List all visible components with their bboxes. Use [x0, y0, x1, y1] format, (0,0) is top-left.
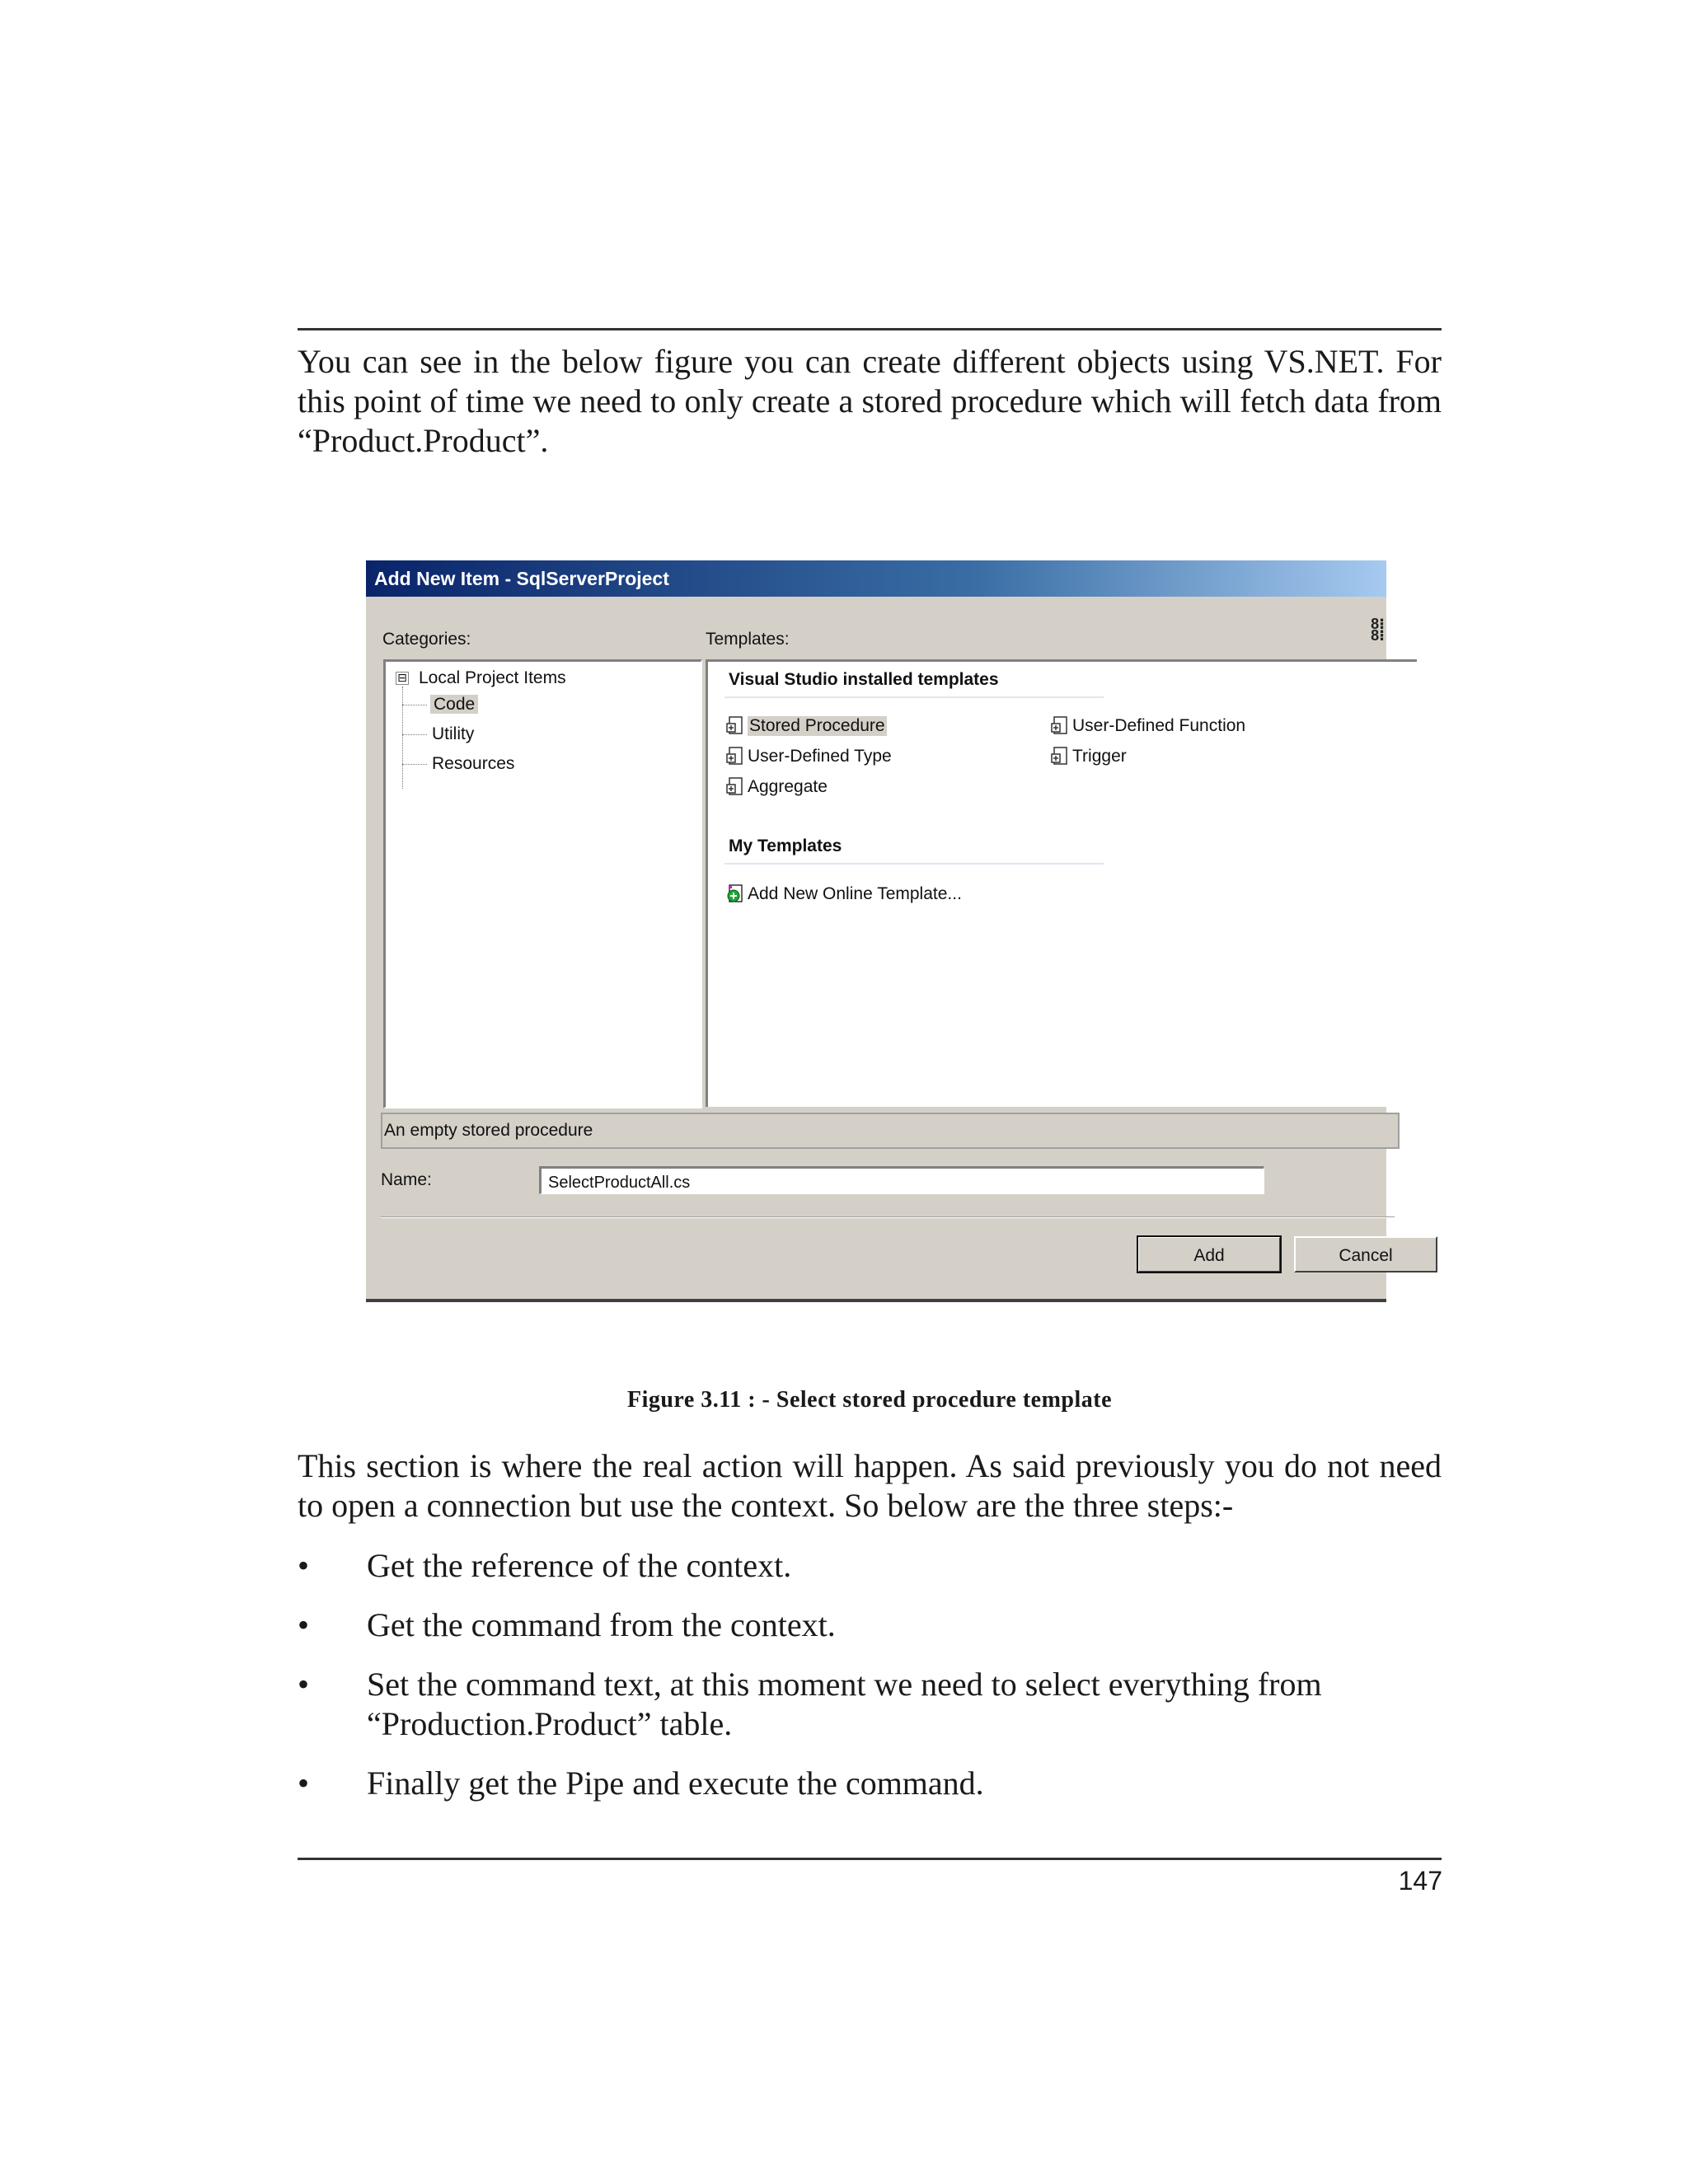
- templates-list[interactable]: [706, 659, 1417, 1107]
- tree-item-utility[interactable]: [432, 724, 474, 744]
- template-aggregate[interactable]: [726, 777, 828, 797]
- categories-tree[interactable]: [383, 659, 702, 1108]
- list-item: [298, 1605, 1442, 1645]
- steps-list: [298, 1546, 1442, 1823]
- code-file-icon: [726, 747, 744, 766]
- cancel-button[interactable]: Cancel: [1294, 1236, 1437, 1272]
- tree-item-resources[interactable]: [432, 754, 514, 774]
- template-stored-procedure[interactable]: [726, 716, 887, 736]
- template-label: Add New Online Template...: [748, 884, 962, 903]
- tree-item-code[interactable]: [430, 695, 478, 715]
- template-trigger[interactable]: [1051, 747, 1127, 766]
- template-user-defined-function[interactable]: [1051, 716, 1245, 736]
- page-number: 147: [1398, 1866, 1442, 1896]
- template-label: Trigger: [1072, 747, 1127, 766]
- tree-item-label: Utility: [432, 724, 475, 743]
- bullet-icon: •: [298, 1765, 310, 1802]
- tree-connector: [402, 764, 427, 766]
- bullet-icon: •: [298, 1547, 310, 1584]
- categories-label: Categories:: [382, 630, 471, 649]
- template-label: Stored Procedure: [749, 716, 885, 735]
- list-item-text: Finally get the Pipe and execute the command.: [367, 1765, 984, 1802]
- code-file-icon: [726, 777, 744, 797]
- add-new-item-dialog: [366, 560, 1393, 1302]
- code-file-icon: [1051, 716, 1069, 736]
- add-online-template-icon: [726, 884, 744, 904]
- dialog-title-bar[interactable]: [366, 560, 1386, 597]
- template-add-online[interactable]: [726, 884, 962, 904]
- tree-connector: [402, 705, 427, 706]
- bullet-icon: •: [298, 1666, 310, 1703]
- view-toggle-icon[interactable]: 8⁝ 8⁝: [1371, 616, 1385, 644]
- list-item: [298, 1764, 1442, 1803]
- tree-connector: [402, 687, 404, 789]
- tree-item-label: Code: [430, 695, 478, 714]
- group-divider: [724, 863, 1104, 865]
- group-divider: [724, 696, 1104, 698]
- section-paragraph: This section is where the real action will happen. As said previously you do not need to open a connection but use the context. So below are the three steps:-: [298, 1447, 1442, 1524]
- bottom-rule: [298, 1858, 1442, 1860]
- code-file-icon: [1051, 747, 1069, 766]
- bullet-icon: •: [298, 1606, 310, 1643]
- list-item-text: Get the command from the context.: [367, 1606, 836, 1643]
- installed-templates-heading: Visual Studio installed templates: [729, 670, 999, 689]
- top-rule: [298, 328, 1442, 330]
- tree-root-item[interactable]: [396, 668, 566, 688]
- list-item-text: Set the command text, at this moment we need to select everything from “Production.Product” table.: [367, 1666, 1322, 1742]
- tree-connector: [402, 734, 427, 736]
- collapse-icon[interactable]: ⊟: [396, 672, 409, 685]
- templates-label: Templates:: [706, 630, 790, 649]
- add-button[interactable]: Add: [1137, 1236, 1281, 1272]
- figure-caption: Figure 3.11 : - Select stored procedure template: [626, 1387, 1113, 1413]
- intro-paragraph: You can see in the below figure you can create different objects using VS.NET. For this point of time we need to only create a stored procedure which will fetch data from “Product.Product”.: [298, 343, 1442, 459]
- name-label: Name:: [381, 1170, 432, 1189]
- template-label: Aggregate: [748, 777, 828, 796]
- name-input[interactable]: SelectProductAll.cs: [539, 1166, 1264, 1194]
- code-file-icon: [726, 716, 744, 736]
- tree-root-label: Local Project Items: [419, 668, 566, 687]
- dialog-separator: [381, 1216, 1395, 1218]
- my-templates-heading: My Templates: [729, 837, 842, 855]
- template-description: An empty stored procedure: [381, 1113, 1400, 1149]
- list-item: [298, 1665, 1442, 1744]
- dialog-title: Add New Item - SqlServerProject: [374, 568, 669, 589]
- list-item-text: Get the reference of the context.: [367, 1547, 792, 1584]
- list-item: [298, 1546, 1442, 1586]
- template-user-defined-type[interactable]: [726, 747, 892, 766]
- tree-item-label: Resources: [432, 754, 515, 773]
- template-label: User-Defined Function: [1072, 716, 1246, 735]
- template-label: User-Defined Type: [748, 747, 892, 766]
